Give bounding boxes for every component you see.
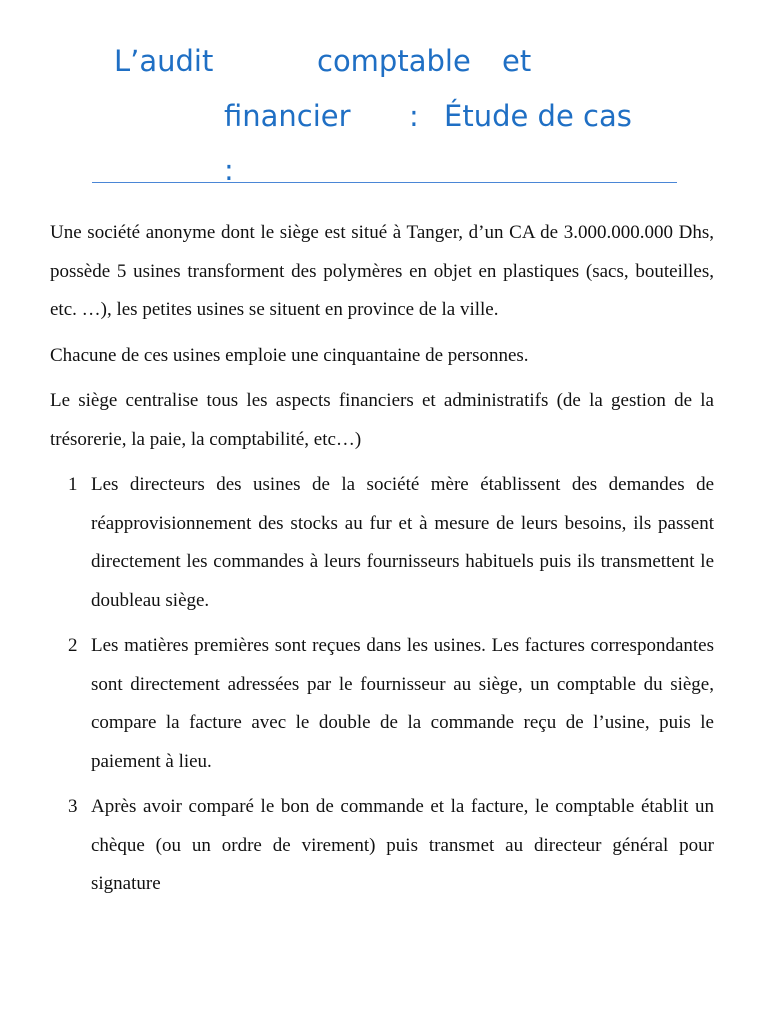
document-title — [0, 0, 768, 200]
title-trailing-colon: : — [224, 153, 234, 187]
list-item-text: Les directeurs des usines de la société mère établissent des demandes de réapprovisionnement des stocks au fur et à mesure de leurs besoins, ils passent directement les commandes à leurs fournisseurs habituels puis ils transmettent le doubleau siège. — [91, 474, 714, 611]
list-item — [50, 788, 714, 904]
steps-list — [50, 466, 714, 904]
intro-paragraph-1: Une société anonyme dont le siège est situé à Tanger, d’un CA de 3.000.000.000 Dhs, possède 5 usines transforment des polymères en objet en plastiques (sacs, bouteilles, etc. …), les petites usines se situent en province de la ville. — [50, 222, 714, 320]
document-body — [50, 214, 714, 911]
list-item-text: Les matières premières sont reçues dans les usines. Les factures correspondantes sont directement adressées par le fournisseur au siège, un comptable du siège, compare la facture avec le double de la commande reçu de l’usine, puis le paiement à lieu. — [91, 635, 714, 772]
list-item-number: 2 — [68, 635, 78, 656]
title-word-etude-de-cas: Étude de cas — [444, 99, 632, 133]
title-underline — [92, 182, 677, 183]
intro-paragraph-2: Chacune de ces usines emploie une cinquantaine de personnes. — [50, 344, 529, 366]
title-word-audit: L’audit — [114, 44, 214, 78]
list-item-number: 1 — [68, 474, 78, 495]
title-word-comptable: comptable — [317, 44, 471, 78]
list-item — [50, 466, 714, 620]
title-colon: : — [409, 99, 419, 133]
title-word-financier: financier — [224, 99, 351, 133]
title-word-et: et — [502, 44, 532, 78]
list-item — [50, 627, 714, 781]
list-item-text: Après avoir comparé le bon de commande et la facture, le comptable établit un chèque (ou un ordre de virement) puis transmet au directeur général pour signature — [91, 796, 714, 894]
intro-paragraph-3: Le siège centralise tous les aspects financiers et administratifs (de la gestion de la trésorerie, la paie, la comptabilité, etc…) — [50, 390, 714, 450]
list-item-number: 3 — [68, 796, 78, 817]
